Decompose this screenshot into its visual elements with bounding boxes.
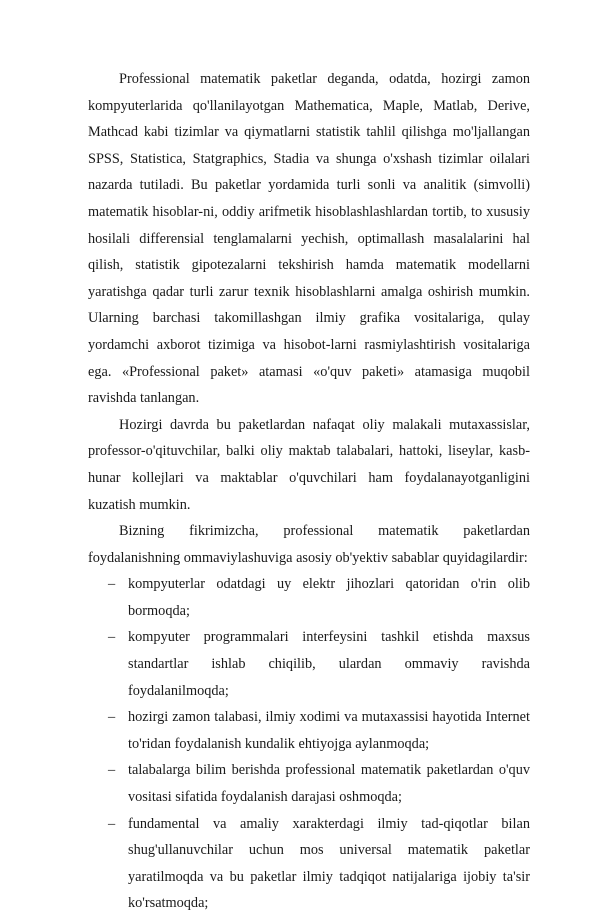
list-item (108, 571, 530, 624)
document-body (88, 66, 530, 917)
list-dash: – (108, 815, 116, 832)
list-item (108, 704, 530, 757)
paragraph: Bizning fikrimizcha, professional matematik paketlardan foydalanishning ommaviylashuviga asosiy ob'yektiv sabablar quyidagilardir: (88, 523, 530, 566)
list-dash: – (108, 762, 116, 779)
paragraph: Hozirgi davrda bu paketlardan nafaqat oliy malakali mutaxassislar, professor-o'qituvchilar, balki oliy maktab talabalari, hattoki, liseylar, kasb-hunar kollejlari va maktablar o'quvchilari ham foydalanayotganligini kuzatish mumkin. (88, 416, 530, 513)
paragraph: Professional matematik paketlar deganda, odatda, hozirgi zamon kompyuterlarida qo'llanilayotgan Mathematica, Maple, Matlab, Derive, Mathcad kabi tizimlar va qiymatlarni statistik tahlil qilishga mo'ljallangan SPSS, Statistica, Statgraphics, Stadia va shunga o'xshash tizimlar oilalari nazarda tutiladi. Bu paketlar yordamida turli sonli va analitik (simvolli) matematik hisoblar-ni, oddiy arifmetik hisoblashlashlardan tortib, to xususiy hosilali differensial tenglamalarni yechish, optimallash masalalarini hal qilish, statistik gipotezalarni tekshirish hamda matematik modellarni yaratishga qadar turli zarur texnik hisoblashlarni amalga oshirish mumkin. Ularning barchasi takomillashgan ilmiy grafika vositalariga, qulay yordamchi axborot tizimiga va hisobot-larni rasmiylashtirish vositalariga ega. «Professional paket» atamasi «o'quv paketi» atamasiga muqobil ravishda tanlangan. (88, 71, 530, 407)
list-item-text: talabalarga bilim berishda professional matematik paketlardan o'quv vositasi sifatida foydalanish darajasi oshmoqda; (128, 762, 530, 806)
list-dash: – (108, 629, 116, 646)
list-dash: – (108, 709, 116, 726)
reasons-list (88, 571, 530, 917)
list-item (108, 757, 530, 810)
list-item-text: kompyuter programmalari interfeysini tashkil etishda maxsus standartlar ishlab chiqilib, ulardan ommaviy ravishda foydalanilmoqda; (128, 629, 530, 699)
list-item-text: fundamental va amaliy xarakterdagi ilmiy tad-qiqotlar bilan shug'ullanuvchilar uchun mos universal matematik paketlar yaratilmoqda va bu paketlar ilmiy tadqiqot natijalariga ijobiy ta'sir ko'rsatmoqda; (128, 815, 530, 912)
list-item-text: kompyuterlar odatdagi uy elektr jihozlari qatoridan o'rin olib bormoqda; (128, 576, 530, 619)
list-dash: – (108, 576, 116, 593)
list-item (108, 811, 530, 917)
list-item (108, 624, 530, 704)
list-item-text: hozirgi zamon talabasi, ilmiy xodimi va mutaxassisi hayotida Internet to'ridan foydalanish kundalik ehtiyojga aylanmoqda; (128, 709, 530, 752)
